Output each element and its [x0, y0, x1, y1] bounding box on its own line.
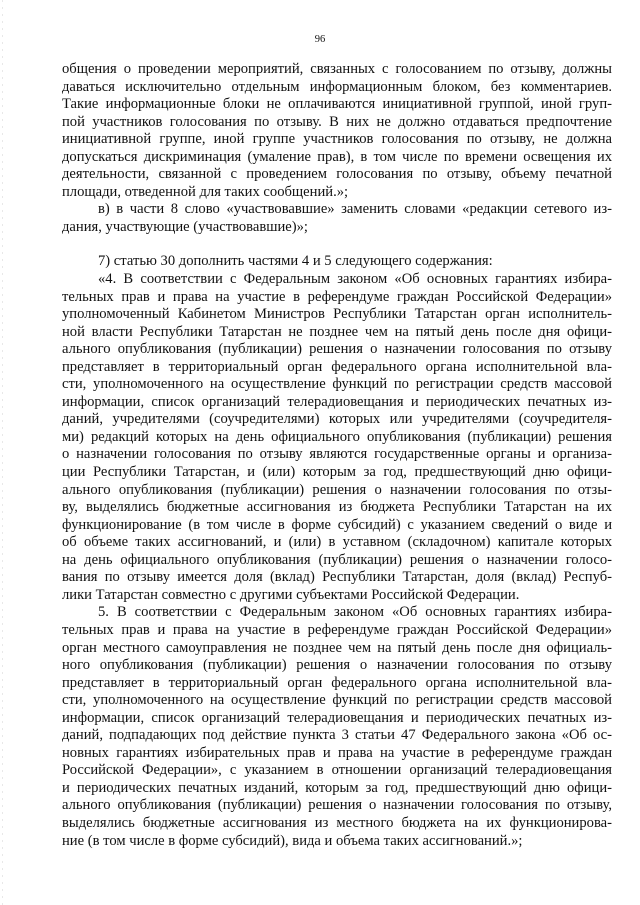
text-line: орган местного самоуправления не позднее чем на пятый день после дня официаль- [62, 639, 612, 656]
text-line: функционирование (в том числе в форме субсидий) с указанием сведений о виде и [62, 516, 612, 533]
text-line: на день официального опубликования (публикации) решения о назначении голосо- [62, 551, 612, 568]
page-number: 96 [314, 34, 326, 45]
text-line: сти, уполномоченного на осуществление функций по регистрации средств массовой [62, 692, 612, 709]
text-line: допускаться дискриминация (умаление прав), в том числе по времени освещения их [62, 148, 612, 165]
text-line: даваться исключительно отдельным информационным блоком, без комментариев. [62, 78, 612, 95]
text-line: ального опубликования (публикации) решения о назначении голосования по отзы- [62, 481, 612, 498]
text-line: и периодических печатных изданий, которым за год, предшествующий дню офици- [62, 779, 612, 796]
text-line: инициативной группе, иной группе участников голосования по отзыву, не должна [62, 131, 612, 148]
text-line: деятельности, связанной с проведением голосования по отзыву, объему печатной [62, 166, 612, 183]
text-line: тельных прав и права на участие в референдуме граждан Российской Федерации» [62, 621, 612, 638]
text-line: ного опубликования (публикации) решения о назначении голосования по отзыву [62, 657, 612, 674]
text-line: дания, участвующие (участвовавшие)»; [62, 218, 308, 235]
text-line: информации, список организаций телерадиовещания и периодических печатных из- [62, 709, 612, 726]
text-line: ми) редакций которых на день официального опубликования (публикации) решения [62, 428, 612, 445]
text-line: пой участников голосования по отзыву. В них не должно отдаваться предпочтение [62, 113, 612, 130]
text-line: вания по отзыву имеется доля (вклад) Республики Татарстан, доля (вклад) Респуб- [62, 569, 612, 586]
paragraph-p5 [62, 604, 612, 850]
text-line: Такие информационные блоки не оплачиваются инициативной группой, иной груп- [62, 96, 612, 113]
text-line: ального опубликования (публикации) решения о назначении голосования по отзыву, [62, 797, 612, 814]
text-line: новных гарантиях избирательных прав и права на участие в референдуме граждан [62, 744, 612, 761]
text-line: представляет в территориальный орган федерального органа исполнительной вла- [62, 674, 612, 691]
paragraph-p1 [62, 61, 612, 201]
text-line: площади, отведенной для таких сообщений.»; [62, 183, 349, 200]
text-line: лики Татарстан совместно с другими субъектами Российской Федерации. [62, 586, 520, 603]
text-line: общения о проведении мероприятий, связанных с голосованием по отзыву, должны [62, 61, 612, 77]
text-line: даний, подпадающих под действие пункта 3 статьи 47 Федерального закона «Об ос- [62, 727, 612, 744]
text-line: «4. В соответствии с Федеральным законом «Об основных гарантиях избира- [98, 271, 612, 288]
paragraph-p2 [62, 201, 612, 236]
text-line: Российской Федерации», с указанием в отношении организаций телерадиовещания [62, 762, 612, 779]
text-line: уполномоченный Кабинетом Министров Республики Татарстан орган исполнитель- [62, 306, 612, 323]
text-line: выделялись бюджетные ассигнования из местного бюджета на их функционирова- [62, 814, 612, 831]
text-line: ального опубликования (публикации) решения о назначении голосования по отзыву [62, 341, 612, 358]
text-line: даний, учредителями (соучредителями) которых или учредителями (соучредителя- [62, 411, 612, 428]
text-line: ции Республики Татарстан, и (или) которым за год, предшествующий дню офици- [62, 464, 612, 481]
text-line: тельных прав и права на участие в референдуме граждан Российской Федерации» [62, 288, 612, 305]
paragraph-p4 [62, 271, 612, 604]
text-line: ние (в том числе в форме субсидий), вида и объема таких ассигнований.»; [62, 832, 523, 849]
text-line: информации, список организаций телерадиовещания и периодических печатных из- [62, 393, 612, 410]
document-body [62, 61, 612, 850]
text-line: о назначении голосования по отзыву являются государственные органы и организа- [62, 446, 612, 463]
text-line: ной власти Республики Татарстан не позднее чем на пятый день после дня офици- [62, 323, 612, 340]
text-line: представляет в территориальный орган федерального органа исполнительной вла- [62, 358, 612, 375]
text-line: 5. В соответствии с Федеральным законом «Об основных гарантиях избира- [98, 604, 612, 621]
text-line: об объеме таких ассигнований, и (или) в уставном (складочном) капитале которых [62, 534, 612, 551]
text-line: ву, выделялись бюджетные ассигнования из бюджета Республики Татарстан на их [62, 499, 612, 516]
text-line: в) в части 8 слово «участвовавшие» заменить словами «редакции сетевого из- [98, 201, 612, 218]
scan-edge-artifact [2, 0, 3, 905]
paragraph-gap [62, 236, 612, 253]
text-line: сти, уполномоченного на осуществление функций по регистрации средств массовой [62, 376, 612, 393]
paragraph-p3 [62, 253, 612, 271]
text-line: 7) статью 30 дополнить частями 4 и 5 следующего содержания: [98, 253, 493, 270]
